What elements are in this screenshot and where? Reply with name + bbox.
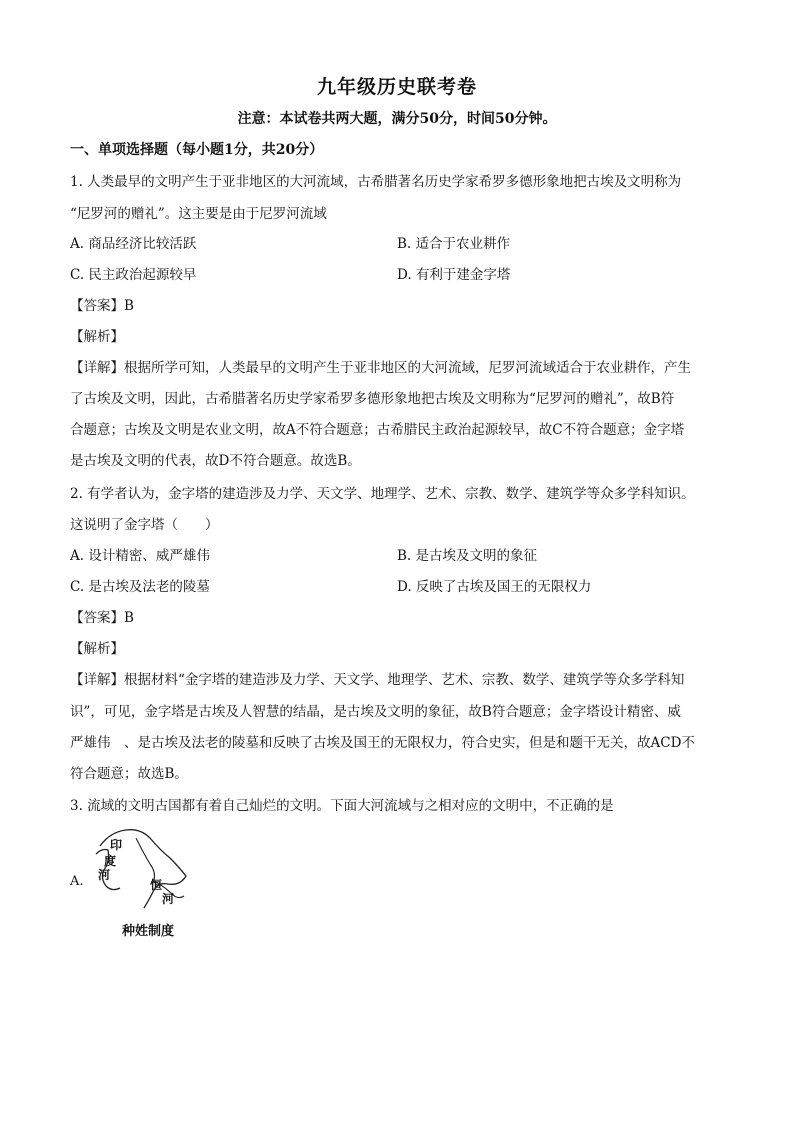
question-2-stem-line-1: 2. 有学者认为，金字塔的建造涉及力学、天文学、地理学、艺术、宗教、数学、建筑学等众多学科知识。 — [70, 486, 695, 502]
question-2-option-c: C. 是古埃及法老的陵墓 — [70, 579, 210, 595]
question-1-detail-line-4: 是古埃及文明的代表，故D不符合题意。故选B。 — [70, 453, 361, 469]
question-2-option-b: B. 是古埃及文明的象征 — [397, 548, 538, 564]
question-1-stem-line-1: 1. 人类最早的文明产生于亚非地区的大河流域，古希腊著名历史学家希罗多德形象地把古埃及文明称为 — [70, 174, 682, 190]
map-label-heng: 恒 — [150, 878, 163, 892]
question-2-stem-line-2: 这说明了金字塔（ ） — [70, 517, 219, 533]
question-3-stem-line-1: 3. 流域的文明古国都有着自己灿烂的文明。下面大河流域与之相对应的文明中，不正确的是 — [70, 798, 614, 814]
map-label-yin: 印 — [110, 838, 123, 852]
question-3-option-a-map — [70, 824, 200, 944]
question-1-option-a: A. 商品经济比较活跃 — [70, 236, 197, 252]
question-1-analysis-label: 【解析】 — [70, 329, 124, 345]
exam-title: 九年级历史联考卷 — [316, 76, 477, 98]
map-label-du: 度 — [104, 854, 117, 868]
question-1-detail-line-1: 【详解】根据所学可知，人类最早的文明产生于亚非地区的大河流域，尼罗河流域适合于农业耕作，产生 — [70, 360, 691, 376]
map-label-he-1: 河 — [98, 868, 111, 882]
question-2-option-d: D. 反映了古埃及国王的无限权力 — [397, 579, 592, 595]
question-1-answer: 【答案】B — [70, 298, 134, 314]
question-3-option-a-label: A. — [70, 874, 84, 889]
question-1-option-d: D. 有利于建金字塔 — [397, 267, 511, 283]
question-1-detail-line-3: 合题意；古埃及文明是农业文明，故A不符合题意；古希腊民主政治起源较早，故C不符合题意；金字塔 — [70, 422, 685, 438]
question-1-option-c: C. 民主政治起源较早 — [70, 267, 197, 283]
question-2-detail-line-3: 严雄伟 、是古埃及法老的陵墓和反映了古埃及国王的无限权力，符合史实，但是和题干无关，故ACD不 — [70, 735, 695, 751]
exam-notice: 注意：本试卷共两大题，满分50分，时间50分钟。 — [237, 111, 557, 127]
question-2-option-a: A. 设计精密、威严雄伟 — [70, 548, 210, 564]
question-2-analysis-label: 【解析】 — [70, 641, 124, 657]
map-label-he-2: 河 — [162, 892, 175, 906]
question-1-detail-line-2: 了古埃及文明，因此，古希腊著名历史学家希罗多德形象地把古埃及文明称为“尼罗河的赠礼”，故B符 — [70, 391, 675, 407]
map-caption: 种姓制度 — [122, 924, 175, 939]
question-1-option-b: B. 适合于农业耕作 — [397, 236, 511, 252]
question-2-detail-line-2: 识”，可见，金字塔是古埃及人智慧的结晶，是古埃及文明的象征，故B符合题意；金字塔设计精密、威 — [70, 704, 681, 720]
question-1-stem-line-2: “尼罗河的赠礼”。这主要是由于尼罗河流域 — [70, 206, 327, 222]
indus-river-line — [136, 838, 155, 880]
question-2-detail-line-4: 符合题意；故选B。 — [70, 766, 188, 782]
question-2-answer: 【答案】B — [70, 610, 134, 626]
question-2-detail-line-1: 【详解】根据材料“金字塔的建造涉及力学、天文学、地理学、艺术、宗教、数学、建筑学等众多学科知 — [70, 672, 685, 688]
section-heading: 一、单项选择题（每小题1分，共20分） — [70, 142, 324, 158]
